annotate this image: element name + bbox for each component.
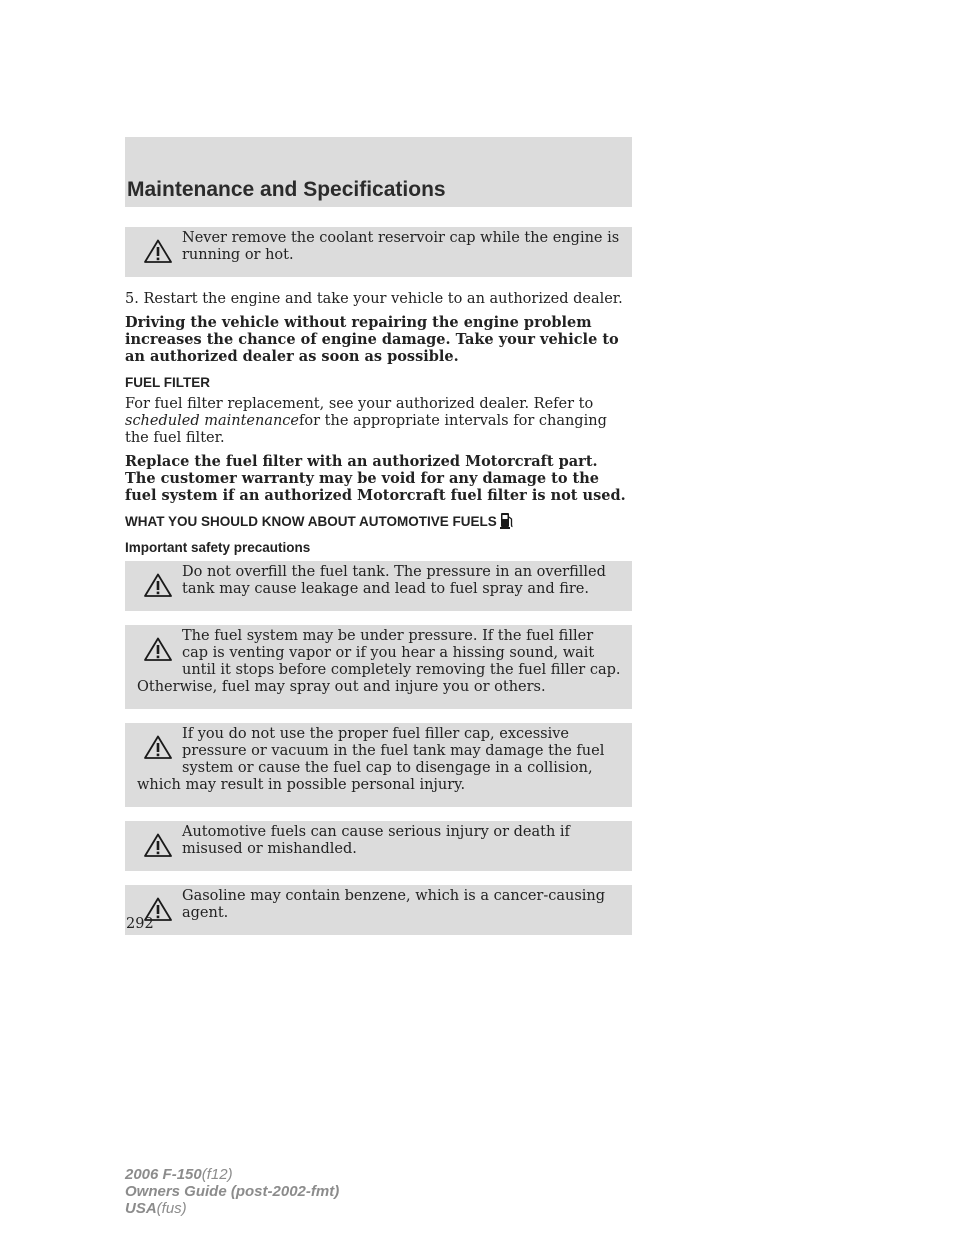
fuel-filter-heading: FUEL FILTER (125, 375, 210, 390)
fuel-pump-icon (500, 511, 514, 529)
warning-text: Gasoline may contain benzene, which is a cancer-causing agent. (182, 888, 606, 921)
footer-model-line (125, 1166, 339, 1183)
warning-text: Never remove the coolant reservoir cap while the engine is running or hot. (182, 230, 620, 263)
page-content (125, 227, 632, 949)
footer-model: 2006 F-150 (125, 1166, 202, 1183)
warning-text: The fuel system may be under pressure. If the fuel filler cap is venting vapor or if you hear a hissing sound, wait until it stops before completely removing the fuel filler cap. Otherwise, fuel may spray out and injure you or others. (137, 628, 621, 695)
fuel-filter-paragraph (125, 396, 632, 447)
bold-notice: Driving the vehicle without repairing the engine problem increases the chance of engine damage. Take your vehicle to an authorized dealer as soon as possible. (125, 314, 619, 365)
warning-box (125, 561, 632, 611)
footer-region-line (125, 1200, 339, 1217)
bold-notice: Replace the fuel filter with an authorized Motorcraft part. The customer warranty may be void for any damage to the fuel system if an authorized Motorcraft fuel filter is not used. (125, 453, 626, 504)
warning-triangle-icon (144, 833, 172, 857)
step-text: 5. Restart the engine and take your vehicle to an authorized dealer. (125, 291, 623, 307)
warning-triangle-icon (144, 573, 172, 597)
fuels-heading: WHAT YOU SHOULD KNOW ABOUT AUTOMOTIVE FUELS (125, 514, 497, 529)
warning-box (125, 723, 632, 807)
scheduled-maintenance-reference: scheduled maintenance (125, 413, 300, 429)
warning-triangle-icon (144, 239, 172, 263)
warning-triangle-icon (144, 637, 172, 661)
warning-text: Automotive fuels can cause serious injury or death if misused or mishandled. (182, 824, 570, 857)
footer (125, 1166, 339, 1217)
footer-region: USA (125, 1200, 157, 1217)
section-title: Maintenance and Specifications (127, 178, 446, 201)
page-number: 292 (126, 916, 154, 932)
fuel-filter-text-continued: for the appropriate intervals for changing the fuel filter. (125, 413, 607, 446)
warning-triangle-icon (144, 735, 172, 759)
fuels-heading-row (125, 514, 632, 530)
fuel-filter-text: For fuel filter replacement, see your authorized dealer. Refer to (125, 396, 594, 412)
warning-box (125, 625, 632, 709)
warning-text: If you do not use the proper fuel filler cap, excessive pressure or vacuum in the fuel tank may damage the fuel system or cause the fuel cap to disengage in a collision, which may result in possible personal injury. (137, 726, 605, 793)
warning-box (125, 227, 632, 277)
safety-heading: Important safety precautions (125, 540, 311, 555)
warning-text: Do not overfill the fuel tank. The pressure in an overfilled tank may cause leakage and lead to fuel spray and fire. (182, 564, 606, 597)
footer-guide: Owners Guide (post-2002-fmt) (125, 1183, 340, 1200)
footer-region-code: (fus) (156, 1200, 187, 1217)
warning-box (125, 885, 632, 935)
warning-box (125, 821, 632, 871)
footer-model-code: (f12) (201, 1166, 233, 1183)
